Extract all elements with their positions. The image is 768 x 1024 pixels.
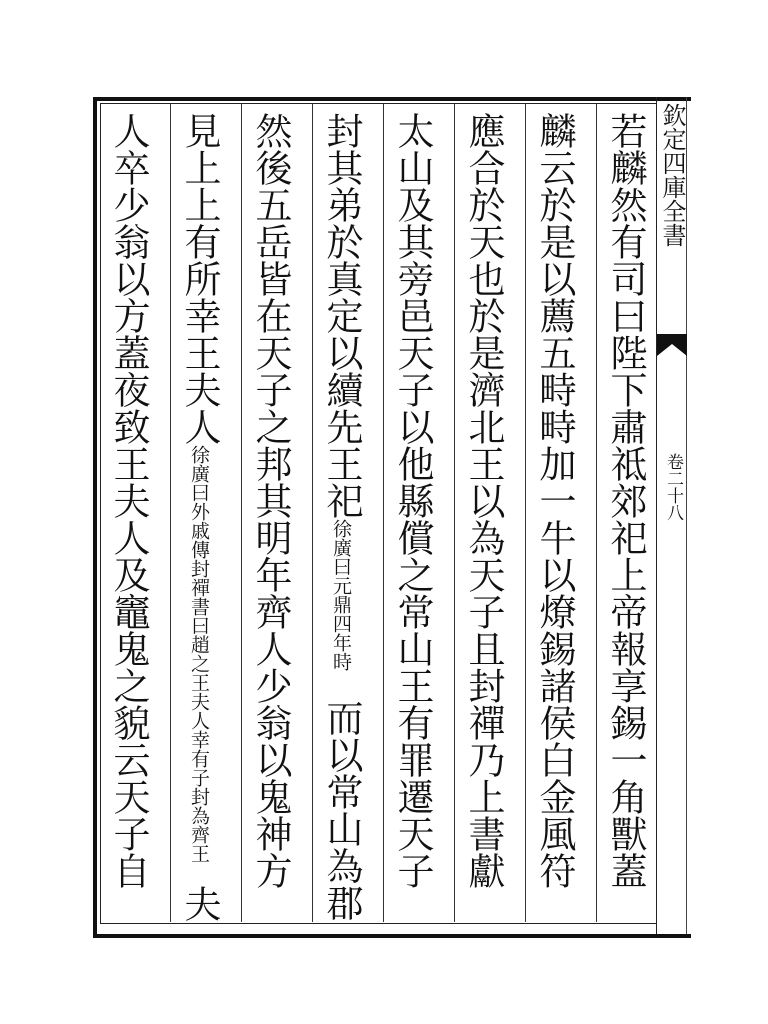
column-rule — [596, 104, 597, 922]
column-text — [321, 112, 362, 921]
main-text: 封其弟於真定以續先王祀 — [320, 112, 363, 519]
main-text: 見上上有所幸王夫人 — [178, 112, 221, 445]
text-column-5 — [321, 112, 379, 920]
text-column-1 — [605, 112, 663, 920]
column-text: 太山及其旁邑天子以他縣償之常山王有罪遷天子 — [391, 112, 434, 889]
column-text: 應合於天也於是濟北王以為天子且封禪乃上書獻 — [462, 112, 505, 889]
column-text: 然後五岳皆在天子之邦其明年齊人少翁以鬼神方 — [249, 112, 292, 889]
column-rule — [241, 104, 242, 922]
main-text: 夫 — [178, 885, 221, 922]
main-text: 而以常山為郡 — [320, 699, 363, 921]
page-edge-line — [686, 97, 687, 934]
column-rule — [525, 104, 526, 922]
gutter-volume: 卷二十八 — [663, 453, 683, 521]
column-text — [179, 112, 220, 922]
text-column-6 — [250, 112, 308, 920]
text-column-3 — [463, 112, 521, 920]
commentary-note: 徐廣曰元鼎四年時 — [330, 519, 352, 671]
commentary-note: 徐廣曰外戚傳封禪書曰趙之王夫人幸有子封為齊王 — [188, 445, 210, 863]
column-rule — [312, 104, 313, 922]
gutter-title: 欽定四庫全書 — [658, 103, 686, 247]
column-text: 人卒少翁以方蓋夜致王夫人及竈鬼之貌云天子自 — [107, 112, 150, 889]
text-column-4 — [392, 112, 450, 920]
text-column-2 — [534, 112, 592, 920]
column-text: 麟云於是以薦五畤畤加一牛以燎錫諸侯白金風符 — [533, 112, 576, 889]
text-column-8 — [108, 112, 166, 920]
column-text: 若麟然有司曰陛下肅祗郊祀上帝報享錫一角獸蓋 — [604, 112, 647, 889]
column-rule — [170, 104, 171, 922]
text-column-7 — [179, 112, 237, 920]
column-rule — [383, 104, 384, 922]
column-rule — [454, 104, 455, 922]
